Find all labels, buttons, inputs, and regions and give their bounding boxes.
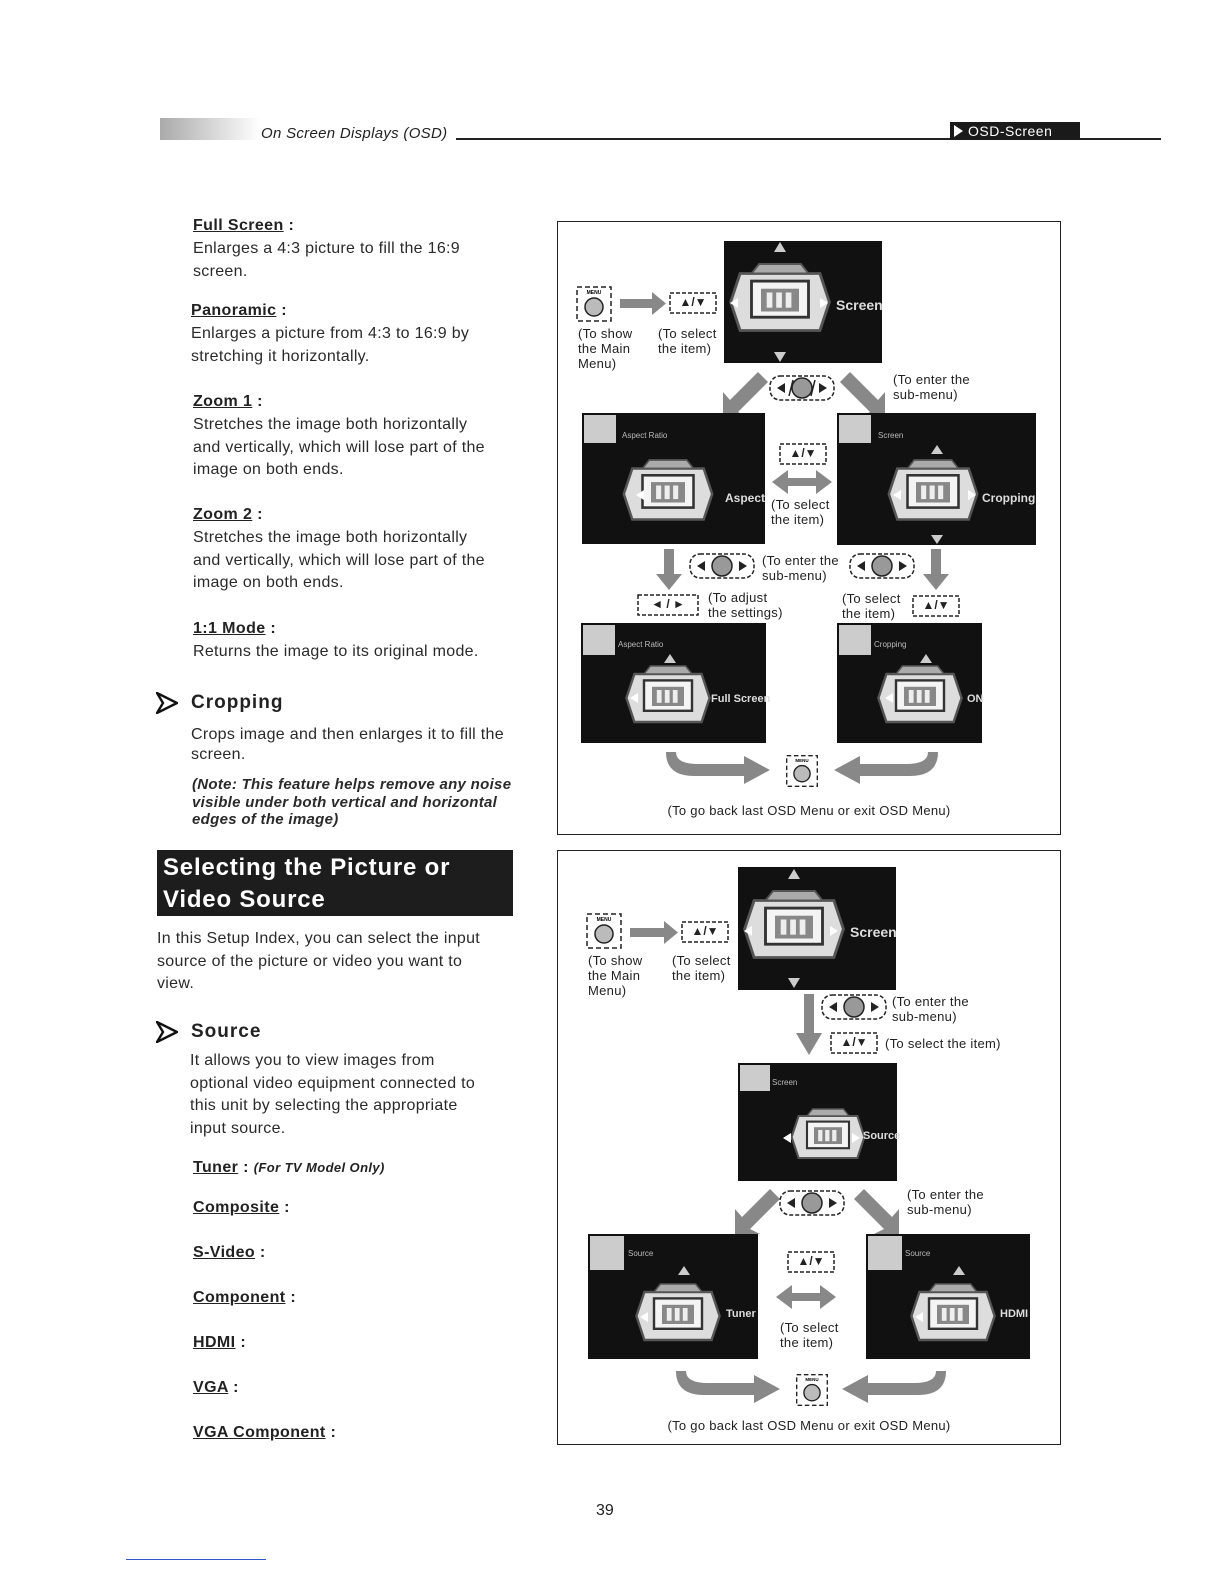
- screen-label-cropping: Cropping: [982, 491, 1036, 505]
- desc-full-screen: Enlarges a 4:3 picture to fill the 16:9 screen.: [193, 240, 460, 280]
- caption-go-back-2: (To go back last OSD Menu or exit OSD Menu): [667, 1418, 951, 1433]
- updown-label-2b: ▲/▼: [840, 1035, 868, 1049]
- screen-title-screen: Screen: [878, 431, 904, 440]
- horizontal-double-arrow: [772, 470, 832, 494]
- screen-title-aspect-ratio-2: Aspect Ratio: [618, 640, 664, 649]
- menu-button-icon-2b: [797, 1375, 828, 1406]
- term-panoramic: Panoramic :: [191, 302, 287, 319]
- screen-title-aspect-ratio: Aspect Ratio: [622, 431, 668, 440]
- enter-button-icon: [770, 376, 834, 400]
- term-vga: VGA :: [193, 1379, 239, 1396]
- screen-label-hdmi: HDMI: [1000, 1308, 1029, 1320]
- desc-source: It allows you to view images from optional video equipment connected to this unit by selecting the appropriate input source.: [190, 1052, 476, 1137]
- enter-button-icon-left: [690, 554, 754, 578]
- term-vga-component: VGA Component :: [193, 1424, 337, 1441]
- page-number: 39: [596, 1502, 614, 1519]
- down-arrow-2: [796, 994, 822, 1055]
- arrow-bullet-icon: [156, 1021, 178, 1043]
- desc-1-1-mode: Returns the image to its original mode.: [193, 643, 479, 660]
- figure-screen-osd: [557, 221, 1061, 835]
- caption-show-main-menu-2: (To show the Main Menu): [588, 953, 643, 998]
- caption-select-the-item: (To select the item): [885, 1036, 1001, 1051]
- caption-adjust-settings: (To adjust the settings): [708, 590, 783, 620]
- caption-select-item: (To select the item): [658, 326, 717, 356]
- term-1-1-mode: 1:1 Mode :: [193, 620, 277, 637]
- osd-screen-on: [837, 623, 982, 743]
- desc-selecting-source: In this Setup Index, you can select the input source of the picture or video you want to view.: [157, 930, 481, 992]
- heading-cropping: Cropping: [191, 692, 284, 713]
- caption-select-item-mid: (To select the item): [771, 497, 830, 527]
- header-tab-label: OSD-Screen: [968, 123, 1053, 139]
- tuner-note: (For TV Model Only): [253, 1160, 385, 1175]
- desc-zoom2: Stretches the image both horizontally and vertically, which will lose part of the image on both ends.: [193, 529, 485, 591]
- leftright-label: ◄ / ►: [651, 597, 685, 611]
- term-zoom2: Zoom 2 :: [193, 506, 263, 523]
- screen-label-top: Screen: [836, 297, 883, 313]
- osd-screen-cropping: [837, 413, 1036, 545]
- menu-button-icon: [577, 287, 611, 321]
- caption-enter-submenu: (To enter the sub-menu): [893, 372, 970, 402]
- caption-go-back: (To go back last OSD Menu or exit OSD Menu): [667, 803, 951, 818]
- horizontal-double-arrow-2: [776, 1285, 836, 1309]
- section-heading-selecting-source: Selecting the Picture or Video Source: [157, 850, 513, 916]
- caption-enter-submenu-mid: (To enter the sub-menu): [762, 553, 839, 583]
- term-composite: Composite :: [193, 1199, 290, 1216]
- caption-enter-submenu-2: (To enter the sub-menu): [892, 994, 969, 1024]
- footer-rule: [126, 1559, 266, 1560]
- note-cropping: (Note: This feature helps remove any noise visible under both vertical and horizontal edges of the image): [192, 776, 512, 828]
- heading-source: Source: [191, 1021, 262, 1042]
- screen-label-full-screen: Full Screen: [711, 693, 771, 705]
- caption-show-main-menu: (To show the Main Menu): [578, 326, 633, 371]
- term-full-screen: Full Screen :: [193, 217, 295, 234]
- osd-screen-tuner: [588, 1234, 758, 1359]
- osd-screen-source: [738, 1063, 897, 1181]
- updown-label-mid: ▲/▼: [789, 446, 817, 460]
- caption-select-item-mid-2: (To select the item): [780, 1320, 839, 1350]
- screen-title-screen-2: Screen: [772, 1078, 798, 1087]
- caption-enter-submenu-2b: (To enter the sub-menu): [907, 1187, 984, 1217]
- term-zoom1: Zoom 1 :: [193, 393, 263, 410]
- caption-select-item-right: (To select the item): [842, 591, 901, 621]
- screen-title-source-tuner: Source: [628, 1249, 654, 1258]
- figure-source-graphics: [558, 851, 1060, 1444]
- enter-button-icon-right: [850, 554, 914, 578]
- screen-label-top-2: Screen: [850, 924, 897, 940]
- screen-label-on: ON: [967, 693, 984, 705]
- figure-source-osd: [557, 850, 1061, 1445]
- updown-label-2c: ▲/▼: [797, 1254, 825, 1268]
- screen-title-source-hdmi: Source: [905, 1249, 931, 1258]
- term-hdmi: HDMI :: [193, 1334, 247, 1351]
- header-tab: [950, 122, 1080, 140]
- menu-button-icon-bottom: [787, 756, 818, 787]
- desc-zoom1: Stretches the image both horizontally and vertically, which will lose part of the image on both ends.: [193, 416, 485, 478]
- caption-select-item-2: (To select the item): [672, 953, 731, 983]
- enter-button-icon-2b: [780, 1191, 844, 1215]
- osd-screen-hdmi: [866, 1234, 1030, 1359]
- arrow-right-icon-2: [630, 928, 666, 937]
- osd-screen-aspect: [582, 413, 765, 544]
- figure-screen-graphics: [558, 222, 1060, 834]
- arrow-bullet-icon: [156, 692, 178, 714]
- screen-label-source: Source: [863, 1130, 901, 1142]
- header-gradient: [160, 118, 260, 140]
- desc-panoramic: Enlarges a picture from 4:3 to 16:9 by stretching it horizontally.: [191, 325, 470, 365]
- desc-cropping: Crops image and then enlarges it to fill the screen.: [191, 726, 504, 763]
- updown-label-2: ▲/▼: [691, 924, 719, 938]
- term-tuner: Tuner : (For TV Model Only): [193, 1159, 385, 1176]
- arrow-right-icon: [620, 299, 654, 308]
- term-s-video: S-Video :: [193, 1244, 266, 1261]
- osd-screen-full-screen: [581, 623, 766, 743]
- menu-button-icon-2: [587, 914, 621, 948]
- header-title: On Screen Displays (OSD): [261, 125, 448, 142]
- updown-label-right: ▲/▼: [922, 598, 950, 612]
- enter-button-icon-2: [822, 995, 886, 1019]
- screen-label-aspect: Aspect: [725, 491, 766, 505]
- updown-label: ▲/▼: [679, 295, 707, 309]
- screen-label-tuner: Tuner: [726, 1308, 756, 1320]
- term-component: Component :: [193, 1289, 297, 1306]
- play-triangle-icon: [954, 125, 963, 137]
- screen-title-cropping: Cropping: [874, 640, 907, 649]
